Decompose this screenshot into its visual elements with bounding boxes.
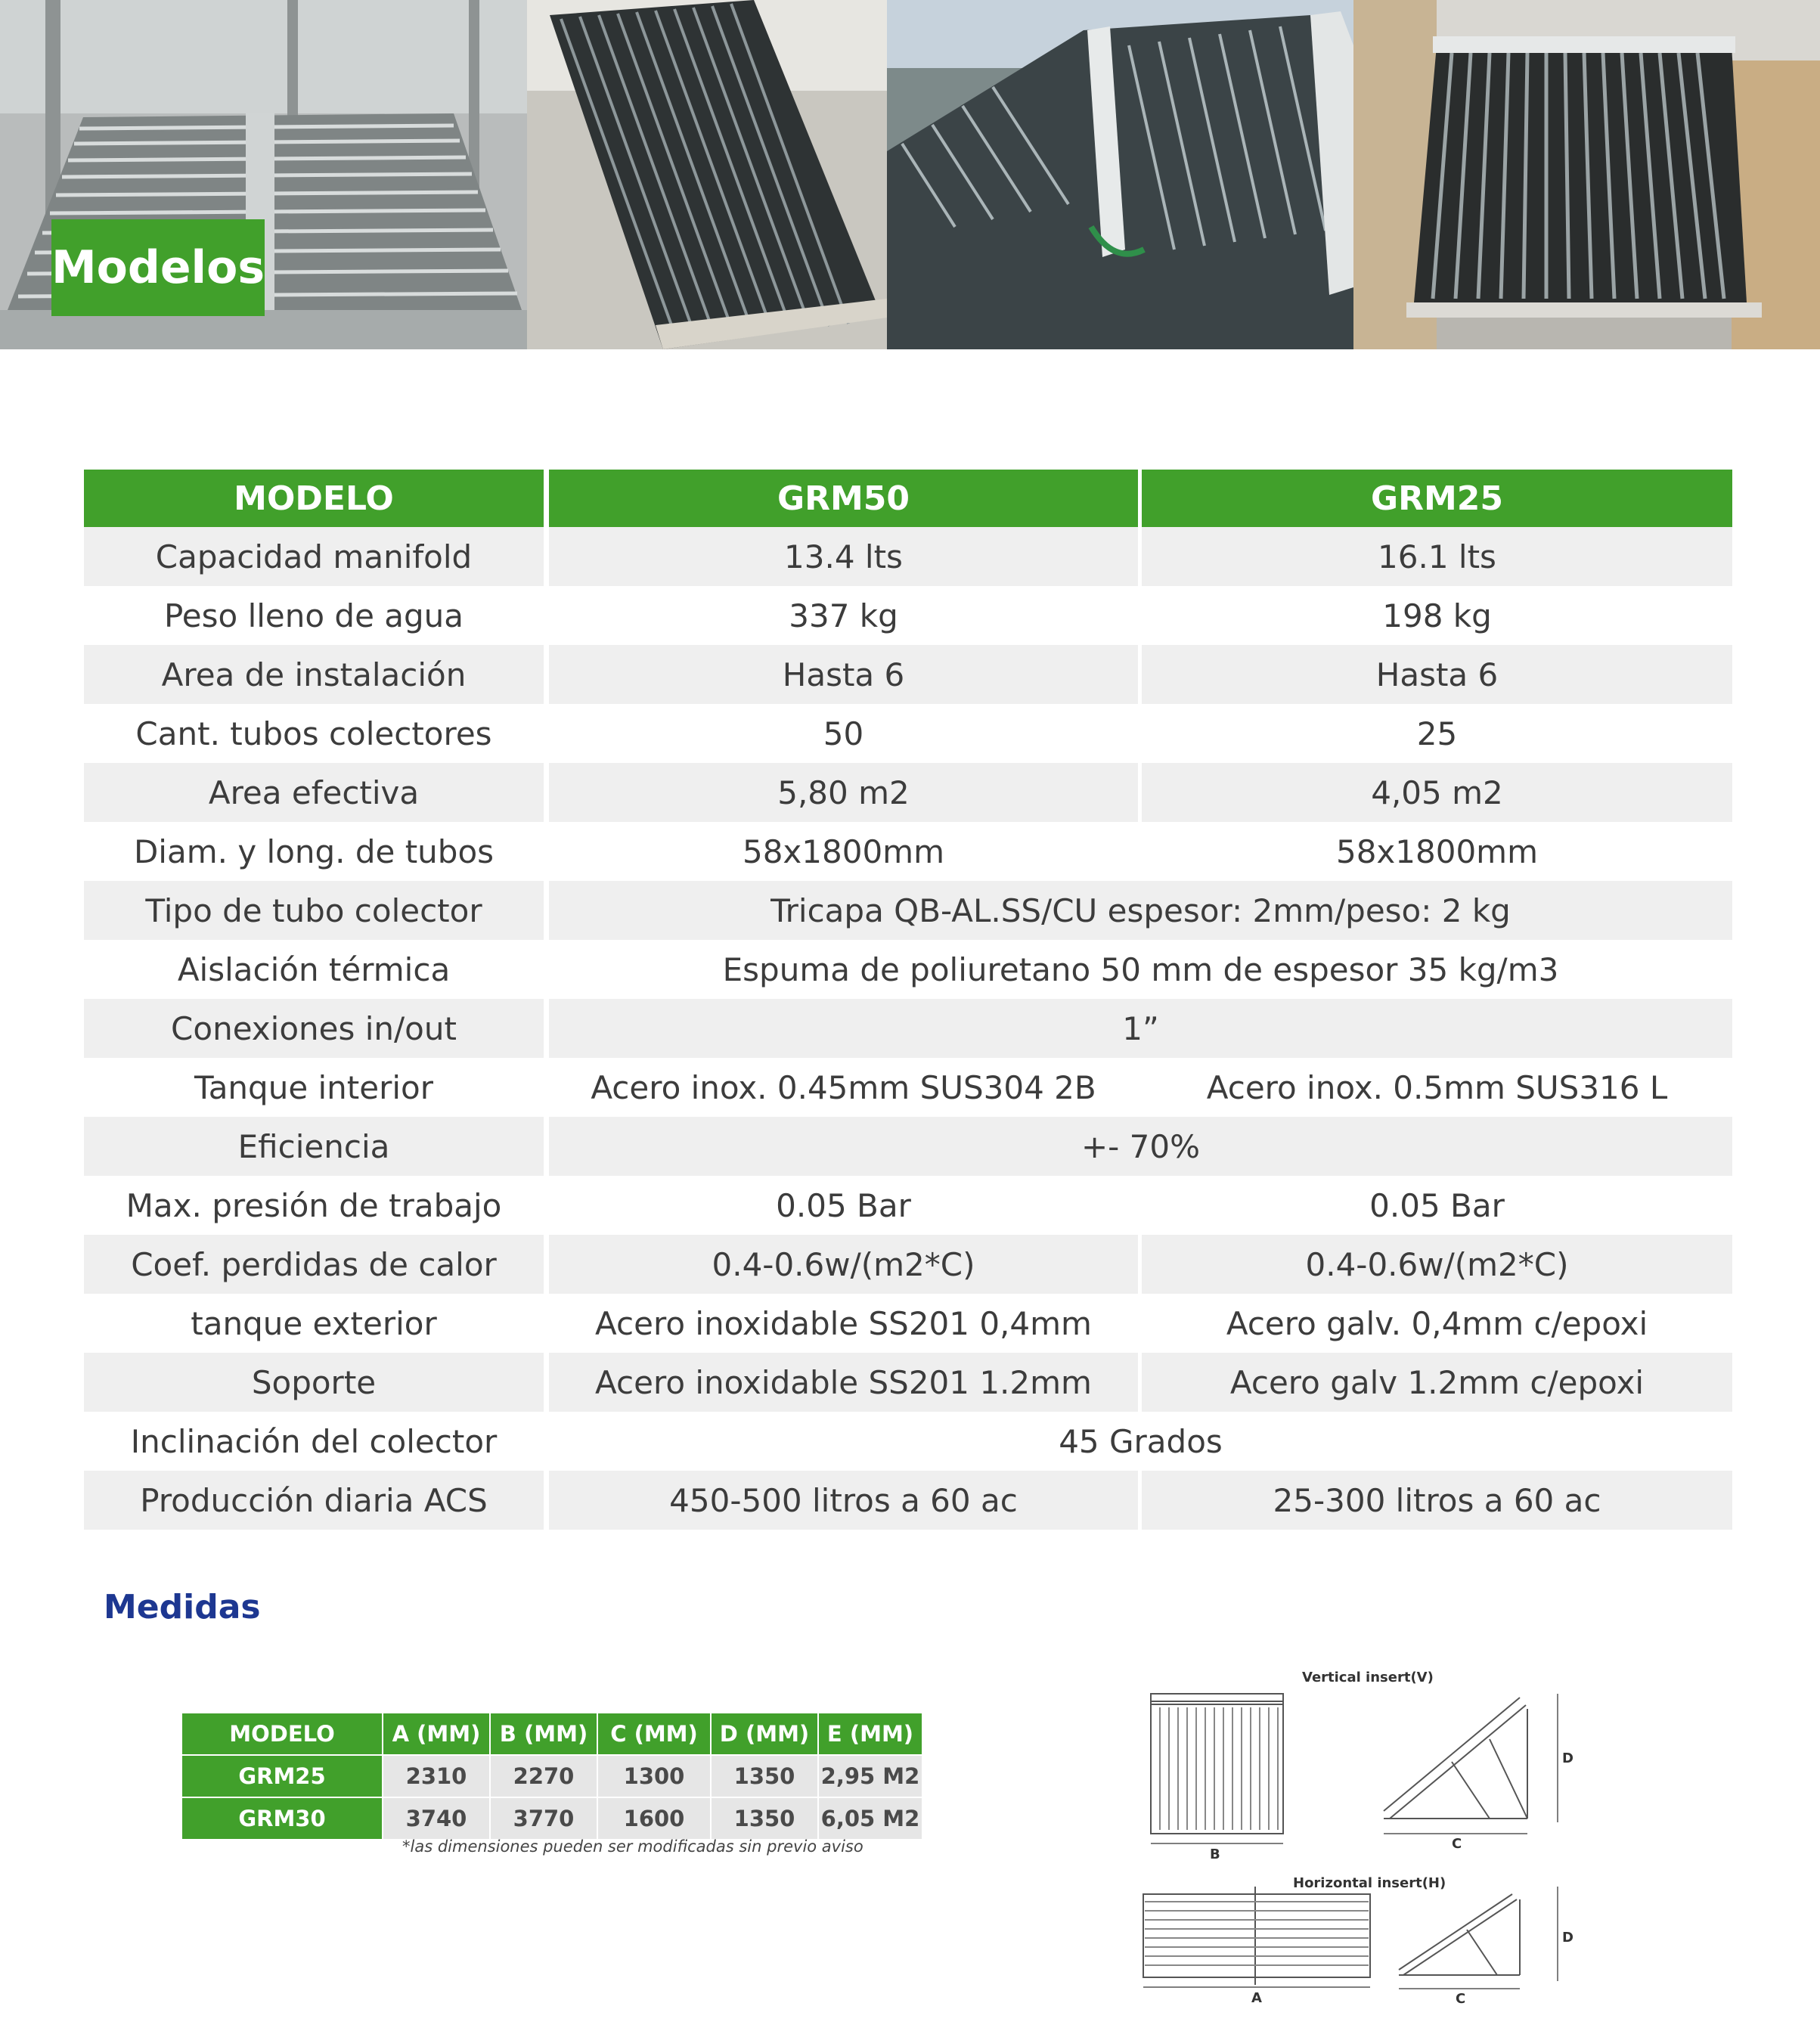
row-label: Soporte: [84, 1353, 544, 1412]
row-label: Inclinación del colector: [130, 1422, 498, 1460]
horizontal-insert-title: Horizontal insert(H): [1293, 1875, 1446, 1891]
dimensions-note: *las dimensiones pueden ser modificadas sin previo aviso: [402, 1837, 863, 1856]
row-label: Producción diaria ACS: [84, 1471, 544, 1530]
grm50-value: 50: [823, 715, 864, 752]
grm25-value: Acero galv. 0,4mm c/epoxi: [1226, 1304, 1648, 1342]
dimensions-table: [182, 1713, 923, 1840]
dim-value: 1350: [712, 1756, 817, 1797]
spec-row: [84, 1294, 1732, 1353]
spec-header-row: [84, 470, 1732, 527]
dim-header: B (MM): [491, 1713, 597, 1754]
spec-row: [84, 586, 1732, 645]
shared-value: 45 Grados: [1059, 1422, 1223, 1460]
row-label: Conexiones in/out: [84, 999, 544, 1058]
medidas-title: Medidas: [104, 1588, 261, 1626]
photo-banner: [0, 0, 1820, 349]
grm50-value: 450-500 litros a 60 ac: [549, 1471, 1138, 1530]
dimension-label-b: B: [1210, 1847, 1220, 1862]
grm25-value: 25-300 litros a 60 ac: [1142, 1471, 1732, 1530]
installation-diagram: [1134, 1664, 1588, 2011]
grm50-value: 337 kg: [789, 597, 898, 634]
spec-row: [84, 1117, 1732, 1176]
dim-header: E (MM): [819, 1713, 922, 1754]
spec-row: [84, 999, 1732, 1058]
spec-table: [84, 470, 1732, 1530]
row-label: Eficiencia: [84, 1117, 544, 1176]
dim-value: 2270: [491, 1756, 597, 1797]
dim-header: C (MM): [598, 1713, 710, 1754]
grm25-value: 198 kg: [1382, 597, 1492, 634]
grm50-value: Acero inox. 0.45mm SUS304 2B: [591, 1068, 1096, 1106]
spec-row: [84, 940, 1732, 999]
dimensions-row: [182, 1798, 923, 1839]
grm25-value: 58x1800mm: [1335, 833, 1538, 870]
row-label: Capacidad manifold: [84, 527, 544, 586]
row-label: Aislación térmica: [177, 950, 451, 988]
grm50-value: Acero inoxidable SS201 0,4mm: [595, 1304, 1092, 1342]
grm25-value: 25: [1416, 715, 1458, 752]
spec-row: [84, 822, 1732, 881]
dim-value: 2,95 M2: [819, 1756, 922, 1797]
spec-row: [84, 881, 1732, 940]
row-label: tanque exterior: [191, 1304, 437, 1342]
grm25-value: 4,05 m2: [1142, 763, 1732, 822]
row-label: Max. presión de trabajo: [126, 1186, 502, 1224]
row-label: Area efectiva: [84, 763, 544, 822]
spec-row: [84, 1412, 1732, 1471]
row-label: Peso lleno de agua: [163, 597, 464, 634]
section-badge: Modelos: [51, 219, 265, 316]
dim-header: MODELO: [182, 1713, 382, 1754]
shared-value: Espuma de poliuretano 50 mm de espesor 35 kg/m3: [722, 950, 1559, 988]
shared-value: Tricapa QB-AL.SS/CU espesor: 2mm/peso: 2 kg: [549, 881, 1732, 940]
manifold-photo-3: [887, 0, 1353, 349]
spec-row: [84, 527, 1732, 586]
manifold-photo-4: [1353, 0, 1820, 349]
grm50-value: 13.4 lts: [549, 527, 1138, 586]
spec-row: [84, 1058, 1732, 1117]
dim-value: 1600: [598, 1798, 710, 1839]
manifold-photo-2: [527, 0, 887, 349]
spec-row: [84, 1176, 1732, 1235]
spec-row: [84, 1353, 1732, 1412]
dimension-label-c: C: [1452, 1836, 1462, 1852]
spec-row: [84, 1471, 1732, 1530]
dimensions-row: [182, 1756, 923, 1797]
vertical-insert-title: Vertical insert(V): [1302, 1670, 1434, 1685]
dimension-label-a: A: [1251, 1990, 1262, 2006]
spec-row: [84, 1235, 1732, 1294]
dimension-label-d-horizontal: D: [1562, 1930, 1574, 1946]
shared-value: 1”: [549, 999, 1732, 1058]
row-label: Diam. y long. de tubos: [133, 833, 495, 870]
grm25-value: Acero inox. 0.5mm SUS316 L: [1206, 1068, 1668, 1106]
grm25-value: 16.1 lts: [1142, 527, 1732, 586]
dim-value: 6,05 M2: [819, 1798, 922, 1839]
row-label: Tanque interior: [194, 1068, 434, 1106]
dim-value: 1350: [712, 1798, 817, 1839]
grm50-value: 58x1800mm: [742, 833, 944, 870]
dim-value: 3770: [491, 1798, 597, 1839]
dim-value: 3740: [383, 1798, 489, 1839]
dim-value: 2310: [383, 1756, 489, 1797]
dim-model: GRM25: [182, 1756, 382, 1797]
dim-header: D (MM): [712, 1713, 817, 1754]
grm25-value: 0.4-0.6w/(m2*C): [1142, 1235, 1732, 1294]
grm25-value: Acero galv 1.2mm c/epoxi: [1142, 1353, 1732, 1412]
row-label: Tipo de tubo colector: [84, 881, 544, 940]
header-modelo: MODELO: [84, 470, 544, 527]
dim-value: 1300: [598, 1756, 710, 1797]
dimensions-header-row: [182, 1713, 923, 1754]
dim-model: GRM30: [182, 1798, 382, 1839]
grm25-value: Hasta 6: [1142, 645, 1732, 704]
row-label: Coef. perdidas de calor: [84, 1235, 544, 1294]
header-grm50: GRM50: [549, 470, 1138, 527]
spec-row: [84, 763, 1732, 822]
spec-row: [84, 645, 1732, 704]
shared-value: +- 70%: [549, 1117, 1732, 1176]
grm50-value: 0.05 Bar: [776, 1186, 911, 1224]
grm50-value: 5,80 m2: [549, 763, 1138, 822]
spec-row: [84, 704, 1732, 763]
row-label: Cant. tubos colectores: [135, 715, 492, 752]
grm25-value: 0.05 Bar: [1369, 1186, 1505, 1224]
dimension-label-c-horizontal: C: [1456, 1991, 1466, 2007]
grm50-value: Hasta 6: [549, 645, 1138, 704]
grm50-value: Acero inoxidable SS201 1.2mm: [549, 1353, 1138, 1412]
header-grm25: GRM25: [1142, 470, 1732, 527]
grm50-value: 0.4-0.6w/(m2*C): [549, 1235, 1138, 1294]
dim-header: A (MM): [383, 1713, 489, 1754]
row-label: Area de instalación: [84, 645, 544, 704]
dimension-label-d: D: [1562, 1750, 1574, 1766]
